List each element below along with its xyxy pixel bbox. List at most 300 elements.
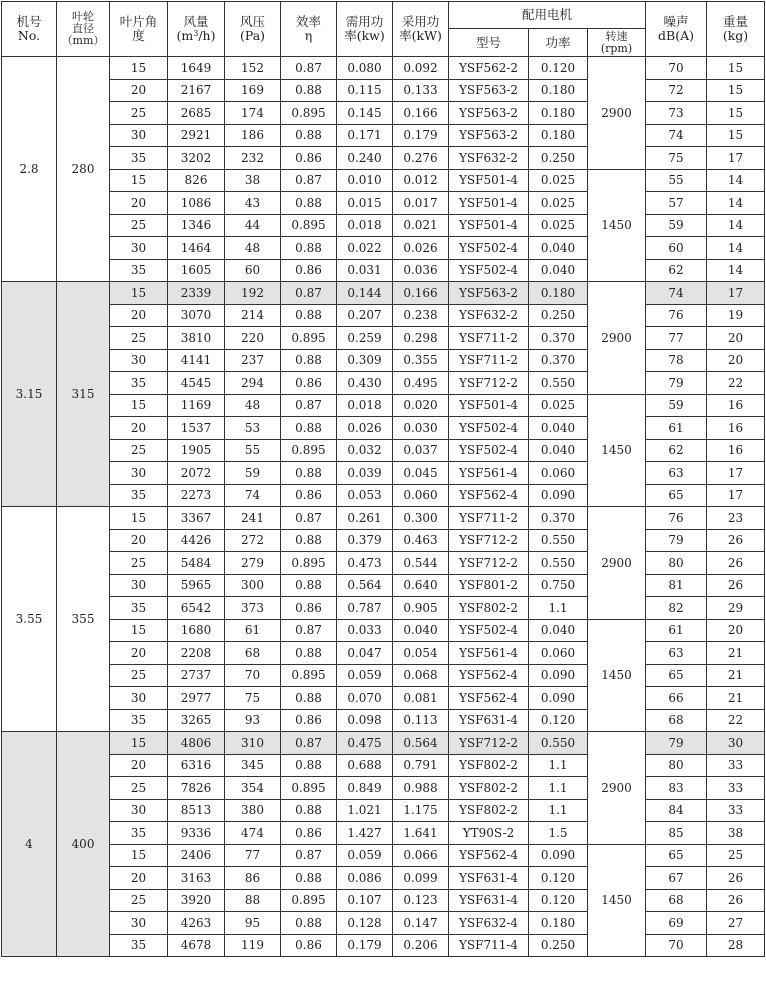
motor-model-cell: YSF802-2 bbox=[449, 777, 529, 800]
required-power-cell: 0.128 bbox=[337, 912, 393, 935]
model-no-cell: 3.15 bbox=[2, 282, 57, 507]
efficiency-cell: 0.88 bbox=[281, 79, 337, 102]
motor-power-cell: 0.060 bbox=[529, 642, 588, 665]
airflow-cell: 1169 bbox=[168, 394, 225, 417]
airflow-cell: 3163 bbox=[168, 867, 225, 890]
used-power-cell: 0.012 bbox=[393, 169, 449, 192]
required-power-cell: 0.031 bbox=[337, 259, 393, 282]
motor-power-cell: 0.025 bbox=[529, 394, 588, 417]
pressure-cell: 77 bbox=[225, 844, 281, 867]
used-power-cell: 0.026 bbox=[393, 237, 449, 260]
used-power-cell: 0.030 bbox=[393, 417, 449, 440]
pressure-cell: 59 bbox=[225, 462, 281, 485]
used-power-cell: 0.068 bbox=[393, 664, 449, 687]
used-power-cell: 0.147 bbox=[393, 912, 449, 935]
weight-cell: 19 bbox=[707, 304, 765, 327]
pressure-cell: 48 bbox=[225, 237, 281, 260]
required-power-cell: 0.259 bbox=[337, 327, 393, 350]
pressure-cell: 88 bbox=[225, 889, 281, 912]
motor-power-cell: 0.090 bbox=[529, 484, 588, 507]
efficiency-cell: 0.86 bbox=[281, 822, 337, 845]
noise-cell: 55 bbox=[646, 169, 707, 192]
noise-cell: 76 bbox=[646, 507, 707, 530]
pressure-cell: 169 bbox=[225, 79, 281, 102]
header-model-no: 机号 No. bbox=[2, 2, 57, 57]
motor-model-cell: YSF632-4 bbox=[449, 912, 529, 935]
motor-model-cell: YSF711-2 bbox=[449, 349, 529, 372]
motor-power-cell: 0.180 bbox=[529, 102, 588, 125]
table-row bbox=[2, 259, 765, 282]
airflow-cell: 1905 bbox=[168, 439, 225, 462]
table-row bbox=[2, 822, 765, 845]
weight-cell: 21 bbox=[707, 664, 765, 687]
table-row bbox=[2, 282, 765, 305]
pressure-cell: 186 bbox=[225, 124, 281, 147]
table-row bbox=[2, 439, 765, 462]
efficiency-cell: 0.895 bbox=[281, 327, 337, 350]
noise-cell: 65 bbox=[646, 484, 707, 507]
airflow-cell: 1086 bbox=[168, 192, 225, 215]
efficiency-cell: 0.88 bbox=[281, 754, 337, 777]
pressure-cell: 354 bbox=[225, 777, 281, 800]
noise-cell: 66 bbox=[646, 687, 707, 710]
used-power-cell: 0.166 bbox=[393, 102, 449, 125]
pressure-cell: 86 bbox=[225, 867, 281, 890]
required-power-cell: 0.430 bbox=[337, 372, 393, 395]
motor-power-cell: 0.180 bbox=[529, 79, 588, 102]
pressure-cell: 232 bbox=[225, 147, 281, 170]
efficiency-cell: 0.87 bbox=[281, 732, 337, 755]
weight-cell: 14 bbox=[707, 237, 765, 260]
efficiency-cell: 0.88 bbox=[281, 642, 337, 665]
motor-model-cell: YSF632-2 bbox=[449, 147, 529, 170]
blade-angle-cell: 30 bbox=[110, 124, 168, 147]
efficiency-cell: 0.88 bbox=[281, 529, 337, 552]
motor-speed-cell: 2900 bbox=[588, 732, 646, 845]
blade-angle-cell: 15 bbox=[110, 57, 168, 80]
required-power-cell: 0.015 bbox=[337, 192, 393, 215]
noise-cell: 77 bbox=[646, 327, 707, 350]
table-row bbox=[2, 304, 765, 327]
efficiency-cell: 0.88 bbox=[281, 349, 337, 372]
blade-angle-cell: 35 bbox=[110, 934, 168, 957]
table-row bbox=[2, 79, 765, 102]
weight-cell: 23 bbox=[707, 507, 765, 530]
blade-angle-cell: 35 bbox=[110, 259, 168, 282]
used-power-cell: 0.133 bbox=[393, 79, 449, 102]
blade-angle-cell: 20 bbox=[110, 79, 168, 102]
blade-angle-cell: 25 bbox=[110, 777, 168, 800]
airflow-cell: 6316 bbox=[168, 754, 225, 777]
pressure-cell: 279 bbox=[225, 552, 281, 575]
noise-cell: 78 bbox=[646, 349, 707, 372]
table-row bbox=[2, 417, 765, 440]
noise-cell: 57 bbox=[646, 192, 707, 215]
noise-cell: 63 bbox=[646, 462, 707, 485]
weight-cell: 20 bbox=[707, 619, 765, 642]
weight-cell: 16 bbox=[707, 439, 765, 462]
used-power-cell: 0.355 bbox=[393, 349, 449, 372]
motor-model-cell: YSF711-2 bbox=[449, 507, 529, 530]
efficiency-cell: 0.86 bbox=[281, 484, 337, 507]
pressure-cell: 380 bbox=[225, 799, 281, 822]
pressure-cell: 345 bbox=[225, 754, 281, 777]
motor-model-cell: YSF631-4 bbox=[449, 889, 529, 912]
blade-angle-cell: 15 bbox=[110, 507, 168, 530]
motor-power-cell: 1.1 bbox=[529, 754, 588, 777]
header-pressure: 风压 (Pa) bbox=[225, 2, 281, 57]
motor-model-cell: YSF501-4 bbox=[449, 169, 529, 192]
header-required-power: 需用功 率(kw) bbox=[337, 2, 393, 57]
motor-power-cell: 0.550 bbox=[529, 529, 588, 552]
noise-cell: 61 bbox=[646, 619, 707, 642]
efficiency-cell: 0.895 bbox=[281, 777, 337, 800]
header-motor-speed: 转速 (rpm) bbox=[588, 29, 646, 57]
weight-cell: 26 bbox=[707, 529, 765, 552]
noise-cell: 60 bbox=[646, 237, 707, 260]
table-row bbox=[2, 709, 765, 732]
motor-model-cell: YSF562-4 bbox=[449, 687, 529, 710]
blade-angle-cell: 30 bbox=[110, 237, 168, 260]
blade-angle-cell: 15 bbox=[110, 282, 168, 305]
motor-model-cell: YSF631-4 bbox=[449, 709, 529, 732]
motor-power-cell: 0.180 bbox=[529, 124, 588, 147]
efficiency-cell: 0.87 bbox=[281, 844, 337, 867]
required-power-cell: 0.145 bbox=[337, 102, 393, 125]
airflow-cell: 2273 bbox=[168, 484, 225, 507]
weight-cell: 17 bbox=[707, 282, 765, 305]
airflow-cell: 8513 bbox=[168, 799, 225, 822]
airflow-cell: 1680 bbox=[168, 619, 225, 642]
pressure-cell: 61 bbox=[225, 619, 281, 642]
header-weight: 重量 (kg) bbox=[707, 2, 765, 57]
motor-power-cell: 0.120 bbox=[529, 889, 588, 912]
blade-angle-cell: 25 bbox=[110, 552, 168, 575]
airflow-cell: 3920 bbox=[168, 889, 225, 912]
motor-model-cell: YSF502-4 bbox=[449, 439, 529, 462]
motor-model-cell: YSF501-4 bbox=[449, 214, 529, 237]
airflow-cell: 3265 bbox=[168, 709, 225, 732]
motor-power-cell: 0.120 bbox=[529, 867, 588, 890]
airflow-cell: 826 bbox=[168, 169, 225, 192]
header-airflow: 风量 $(m^3/h)$ bbox=[168, 2, 225, 57]
pressure-cell: 43 bbox=[225, 192, 281, 215]
weight-cell: 15 bbox=[707, 124, 765, 147]
required-power-cell: 0.098 bbox=[337, 709, 393, 732]
required-power-cell: 0.144 bbox=[337, 282, 393, 305]
motor-power-cell: 0.120 bbox=[529, 709, 588, 732]
noise-cell: 69 bbox=[646, 912, 707, 935]
blade-angle-cell: 30 bbox=[110, 687, 168, 710]
used-power-cell: 0.905 bbox=[393, 597, 449, 620]
required-power-cell: 0.171 bbox=[337, 124, 393, 147]
used-power-cell: 0.045 bbox=[393, 462, 449, 485]
efficiency-cell: 0.87 bbox=[281, 282, 337, 305]
used-power-cell: 0.020 bbox=[393, 394, 449, 417]
noise-cell: 73 bbox=[646, 102, 707, 125]
pressure-cell: 241 bbox=[225, 507, 281, 530]
motor-model-cell: YSF563-2 bbox=[449, 102, 529, 125]
motor-model-cell: YSF562-4 bbox=[449, 484, 529, 507]
pressure-cell: 53 bbox=[225, 417, 281, 440]
airflow-cell: 1537 bbox=[168, 417, 225, 440]
table-row bbox=[2, 597, 765, 620]
motor-power-cell: 0.090 bbox=[529, 844, 588, 867]
table-row bbox=[2, 57, 765, 80]
efficiency-cell: 0.88 bbox=[281, 237, 337, 260]
airflow-cell: 3070 bbox=[168, 304, 225, 327]
pressure-cell: 214 bbox=[225, 304, 281, 327]
blade-angle-cell: 20 bbox=[110, 192, 168, 215]
airflow-cell: 4141 bbox=[168, 349, 225, 372]
weight-cell: 14 bbox=[707, 192, 765, 215]
noise-cell: 85 bbox=[646, 822, 707, 845]
motor-power-cell: 0.750 bbox=[529, 574, 588, 597]
efficiency-cell: 0.86 bbox=[281, 597, 337, 620]
table-row bbox=[2, 394, 765, 417]
noise-cell: 63 bbox=[646, 642, 707, 665]
impeller-diameter-cell: 280 bbox=[57, 57, 110, 282]
weight-cell: 22 bbox=[707, 372, 765, 395]
motor-speed-cell: 1450 bbox=[588, 619, 646, 732]
pressure-cell: 152 bbox=[225, 57, 281, 80]
blade-angle-cell: 25 bbox=[110, 664, 168, 687]
motor-model-cell: YSF563-2 bbox=[449, 282, 529, 305]
noise-cell: 79 bbox=[646, 732, 707, 755]
motor-power-cell: 0.040 bbox=[529, 259, 588, 282]
efficiency-cell: 0.88 bbox=[281, 192, 337, 215]
noise-cell: 65 bbox=[646, 664, 707, 687]
header-used-power: 采用功 率(kW) bbox=[393, 2, 449, 57]
blade-angle-cell: 30 bbox=[110, 462, 168, 485]
motor-power-cell: 0.250 bbox=[529, 934, 588, 957]
noise-cell: 59 bbox=[646, 214, 707, 237]
motor-power-cell: 0.120 bbox=[529, 57, 588, 80]
noise-cell: 61 bbox=[646, 417, 707, 440]
used-power-cell: 0.206 bbox=[393, 934, 449, 957]
blade-angle-cell: 30 bbox=[110, 799, 168, 822]
required-power-cell: 0.179 bbox=[337, 934, 393, 957]
weight-cell: 16 bbox=[707, 394, 765, 417]
airflow-cell: 3367 bbox=[168, 507, 225, 530]
weight-cell: 26 bbox=[707, 574, 765, 597]
header-motor-model: 型号 bbox=[449, 29, 529, 57]
used-power-cell: 1.641 bbox=[393, 822, 449, 845]
required-power-cell: 0.309 bbox=[337, 349, 393, 372]
used-power-cell: 0.036 bbox=[393, 259, 449, 282]
noise-cell: 79 bbox=[646, 529, 707, 552]
table-row bbox=[2, 462, 765, 485]
used-power-cell: 0.179 bbox=[393, 124, 449, 147]
required-power-cell: 0.475 bbox=[337, 732, 393, 755]
noise-cell: 83 bbox=[646, 777, 707, 800]
pressure-cell: 237 bbox=[225, 349, 281, 372]
blade-angle-cell: 35 bbox=[110, 484, 168, 507]
pressure-cell: 272 bbox=[225, 529, 281, 552]
airflow-cell: 1464 bbox=[168, 237, 225, 260]
table-row bbox=[2, 867, 765, 890]
blade-angle-cell: 25 bbox=[110, 102, 168, 125]
weight-cell: 29 bbox=[707, 597, 765, 620]
motor-power-cell: 0.180 bbox=[529, 912, 588, 935]
blade-angle-cell: 30 bbox=[110, 912, 168, 935]
airflow-cell: 9336 bbox=[168, 822, 225, 845]
motor-power-cell: 0.040 bbox=[529, 619, 588, 642]
blade-angle-cell: 35 bbox=[110, 372, 168, 395]
required-power-cell: 0.473 bbox=[337, 552, 393, 575]
blade-angle-cell: 35 bbox=[110, 597, 168, 620]
motor-power-cell: 1.5 bbox=[529, 822, 588, 845]
motor-model-cell: YSF502-4 bbox=[449, 619, 529, 642]
blade-angle-cell: 15 bbox=[110, 169, 168, 192]
weight-cell: 15 bbox=[707, 57, 765, 80]
required-power-cell: 0.688 bbox=[337, 754, 393, 777]
pressure-cell: 93 bbox=[225, 709, 281, 732]
efficiency-cell: 0.88 bbox=[281, 799, 337, 822]
required-power-cell: 0.070 bbox=[337, 687, 393, 710]
required-power-cell: 0.022 bbox=[337, 237, 393, 260]
impeller-diameter-cell: 355 bbox=[57, 507, 110, 732]
airflow-cell: 4678 bbox=[168, 934, 225, 957]
motor-power-cell: 0.040 bbox=[529, 417, 588, 440]
motor-model-cell: YSF501-4 bbox=[449, 394, 529, 417]
efficiency-cell: 0.88 bbox=[281, 417, 337, 440]
used-power-cell: 0.640 bbox=[393, 574, 449, 597]
motor-power-cell: 0.090 bbox=[529, 687, 588, 710]
noise-cell: 62 bbox=[646, 259, 707, 282]
airflow-cell: 2685 bbox=[168, 102, 225, 125]
motor-model-cell: YSF562-4 bbox=[449, 844, 529, 867]
noise-cell: 70 bbox=[646, 57, 707, 80]
efficiency-cell: 0.88 bbox=[281, 124, 337, 147]
used-power-cell: 0.463 bbox=[393, 529, 449, 552]
airflow-cell: 3202 bbox=[168, 147, 225, 170]
airflow-cell: 1605 bbox=[168, 259, 225, 282]
pressure-cell: 373 bbox=[225, 597, 281, 620]
required-power-cell: 0.240 bbox=[337, 147, 393, 170]
motor-model-cell: YSF712-2 bbox=[449, 529, 529, 552]
motor-power-cell: 0.060 bbox=[529, 462, 588, 485]
motor-power-cell: 0.550 bbox=[529, 372, 588, 395]
blade-angle-cell: 35 bbox=[110, 147, 168, 170]
efficiency-cell: 0.88 bbox=[281, 304, 337, 327]
table-row bbox=[2, 574, 765, 597]
motor-model-cell: YSF502-4 bbox=[449, 417, 529, 440]
motor-model-cell: YSF712-2 bbox=[449, 372, 529, 395]
motor-power-cell: 0.040 bbox=[529, 439, 588, 462]
required-power-cell: 0.032 bbox=[337, 439, 393, 462]
used-power-cell: 0.238 bbox=[393, 304, 449, 327]
motor-power-cell: 0.250 bbox=[529, 304, 588, 327]
weight-cell: 26 bbox=[707, 552, 765, 575]
table-row bbox=[2, 687, 765, 710]
efficiency-cell: 0.88 bbox=[281, 867, 337, 890]
efficiency-cell: 0.895 bbox=[281, 552, 337, 575]
used-power-cell: 0.054 bbox=[393, 642, 449, 665]
pressure-cell: 38 bbox=[225, 169, 281, 192]
efficiency-cell: 0.87 bbox=[281, 507, 337, 530]
weight-cell: 14 bbox=[707, 259, 765, 282]
motor-speed-cell: 2900 bbox=[588, 282, 646, 395]
noise-cell: 70 bbox=[646, 934, 707, 957]
noise-cell: 84 bbox=[646, 799, 707, 822]
blade-angle-cell: 15 bbox=[110, 732, 168, 755]
pressure-cell: 220 bbox=[225, 327, 281, 350]
weight-cell: 30 bbox=[707, 732, 765, 755]
airflow-cell: 4263 bbox=[168, 912, 225, 935]
efficiency-cell: 0.86 bbox=[281, 709, 337, 732]
blade-angle-cell: 15 bbox=[110, 394, 168, 417]
airflow-cell: 4545 bbox=[168, 372, 225, 395]
noise-cell: 65 bbox=[646, 844, 707, 867]
used-power-cell: 0.060 bbox=[393, 484, 449, 507]
blade-angle-cell: 35 bbox=[110, 822, 168, 845]
required-power-cell: 0.059 bbox=[337, 664, 393, 687]
efficiency-cell: 0.87 bbox=[281, 619, 337, 642]
airflow-cell: 2339 bbox=[168, 282, 225, 305]
used-power-cell: 0.113 bbox=[393, 709, 449, 732]
airflow-cell: 4426 bbox=[168, 529, 225, 552]
motor-model-cell: YSF711-2 bbox=[449, 327, 529, 350]
pressure-cell: 474 bbox=[225, 822, 281, 845]
weight-cell: 26 bbox=[707, 867, 765, 890]
efficiency-cell: 0.86 bbox=[281, 372, 337, 395]
table-row bbox=[2, 507, 765, 530]
used-power-cell: 0.988 bbox=[393, 777, 449, 800]
noise-cell: 74 bbox=[646, 282, 707, 305]
motor-speed-cell: 2900 bbox=[588, 507, 646, 620]
motor-power-cell: 0.180 bbox=[529, 282, 588, 305]
table-row bbox=[2, 552, 765, 575]
airflow-cell: 2167 bbox=[168, 79, 225, 102]
required-power-cell: 1.427 bbox=[337, 822, 393, 845]
table-row bbox=[2, 642, 765, 665]
table-row bbox=[2, 237, 765, 260]
used-power-cell: 0.123 bbox=[393, 889, 449, 912]
used-power-cell: 0.017 bbox=[393, 192, 449, 215]
blade-angle-cell: 20 bbox=[110, 754, 168, 777]
model-no-cell: 3.55 bbox=[2, 507, 57, 732]
airflow-cell: 2921 bbox=[168, 124, 225, 147]
blade-angle-cell: 20 bbox=[110, 417, 168, 440]
airflow-cell: 7826 bbox=[168, 777, 225, 800]
required-power-cell: 0.033 bbox=[337, 619, 393, 642]
table-row bbox=[2, 912, 765, 935]
noise-cell: 62 bbox=[646, 439, 707, 462]
airflow-cell: 2977 bbox=[168, 687, 225, 710]
weight-cell: 25 bbox=[707, 844, 765, 867]
used-power-cell: 0.099 bbox=[393, 867, 449, 890]
motor-speed-cell: 1450 bbox=[588, 844, 646, 957]
weight-cell: 15 bbox=[707, 79, 765, 102]
airflow-cell: 5484 bbox=[168, 552, 225, 575]
pressure-cell: 192 bbox=[225, 282, 281, 305]
noise-cell: 75 bbox=[646, 147, 707, 170]
required-power-cell: 1.021 bbox=[337, 799, 393, 822]
used-power-cell: 0.564 bbox=[393, 732, 449, 755]
efficiency-cell: 0.895 bbox=[281, 214, 337, 237]
efficiency-cell: 0.88 bbox=[281, 912, 337, 935]
required-power-cell: 0.053 bbox=[337, 484, 393, 507]
noise-cell: 59 bbox=[646, 394, 707, 417]
efficiency-cell: 0.86 bbox=[281, 259, 337, 282]
used-power-cell: 0.081 bbox=[393, 687, 449, 710]
blade-angle-cell: 30 bbox=[110, 574, 168, 597]
required-power-cell: 0.039 bbox=[337, 462, 393, 485]
motor-power-cell: 1.1 bbox=[529, 777, 588, 800]
motor-speed-cell: 1450 bbox=[588, 394, 646, 507]
weight-cell: 14 bbox=[707, 214, 765, 237]
